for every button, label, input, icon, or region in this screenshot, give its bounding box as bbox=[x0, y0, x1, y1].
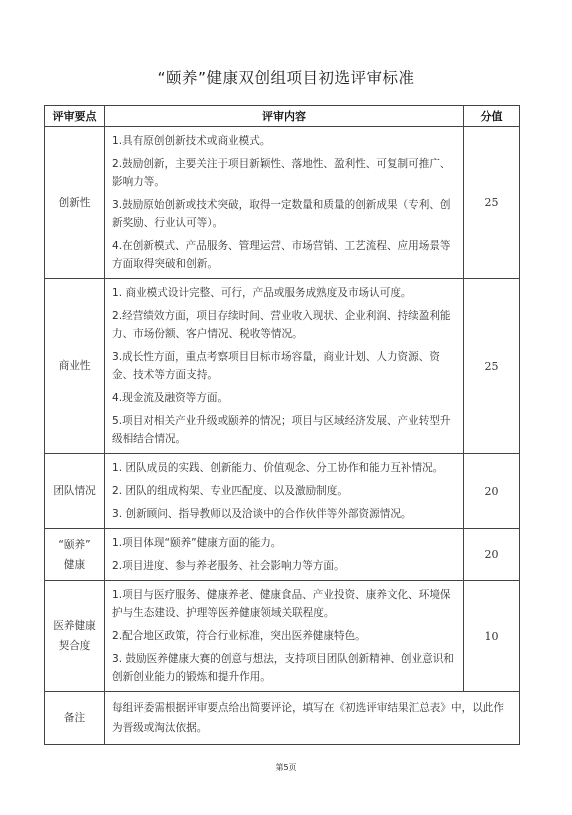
page-title: “颐养”健康双创组项目初选评审标准 bbox=[157, 69, 415, 87]
table-header-row bbox=[45, 106, 520, 127]
page-number: 第5页 bbox=[275, 763, 297, 772]
note-label: 备注 bbox=[45, 692, 105, 745]
criterion-item: 2. 团队的组成构架、专业匹配度、以及激励制度。 bbox=[112, 485, 348, 497]
criteria-table bbox=[44, 105, 520, 745]
criterion-item: 4.现金流及融资等方面。 bbox=[112, 392, 229, 404]
category-cell: 创新性 bbox=[45, 127, 105, 279]
category-line: 医养健康 bbox=[53, 620, 96, 632]
criterion-item: 3. 创新顾问、指导教师以及洽谈中的合作伙伴等外部资源情况。 bbox=[112, 508, 412, 520]
category-line: 契合度 bbox=[58, 640, 91, 652]
header-score: 分值 bbox=[464, 106, 520, 127]
criterion-item: 1.项目体现“颐养”健康方面的能力。 bbox=[112, 537, 282, 549]
header-category: 评审要点 bbox=[45, 106, 105, 127]
table-row-team bbox=[45, 454, 520, 529]
category-line: “颐养” bbox=[58, 538, 91, 551]
criterion-item: 1. 团队成员的实践、创新能力、价值观念、分工协作和能力互补情况。 bbox=[112, 462, 444, 474]
criterion-item: 5.项目对相关产业升级或颐养的情况；项目与区域经济发展、产业转型升级相结合情况。 bbox=[112, 415, 451, 445]
criterion-item: 1.项目与医疗服务、健康养老、健康食品、产业投资、康养文化、环境保护与生态建设、护理等医养健康领域关联程度。 bbox=[112, 589, 451, 619]
content-cell bbox=[105, 581, 464, 692]
criterion-item: 1. 商业模式设计完整、可行，产品或服务成熟度及市场认可度。 bbox=[112, 287, 412, 299]
note-text: 每组评委需根据评审要点给出简要评论，填写在《初选评审结果汇总表》中，以此作为晋级或淘汰依据。 bbox=[105, 692, 520, 745]
category-cell bbox=[45, 581, 105, 692]
criterion-item: 1.具有原创创新技术或商业模式。 bbox=[112, 135, 271, 147]
criterion-item: 2.经营绩效方面，项目存续时间、营业收入现状、企业利润、持续盈利能力、市场份额、客户情况、税收等情况。 bbox=[112, 310, 451, 340]
criterion-item: 2.鼓励创新，主要关注于项目新颖性、落地性、盈利性、可复制可推广、影响力等。 bbox=[112, 158, 451, 188]
score-cell: 20 bbox=[464, 454, 520, 529]
table-row-note bbox=[45, 692, 520, 745]
content-cell bbox=[105, 454, 464, 529]
category-line: 健康 bbox=[63, 558, 86, 571]
table-row-commercial bbox=[45, 279, 520, 454]
score-cell: 25 bbox=[464, 127, 520, 279]
criterion-item: 2.配合地区政策，符合行业标准，突出医养健康特色。 bbox=[112, 630, 366, 642]
content-cell bbox=[105, 127, 464, 279]
category-cell bbox=[45, 529, 105, 581]
header-content: 评审内容 bbox=[105, 106, 464, 127]
table-row-medical-fit bbox=[45, 581, 520, 692]
criterion-item: 3. 鼓励医养健康大赛的创意与想法，支持项目团队创新精神、创业意识和创新创业能力的锻炼和提升作用。 bbox=[112, 653, 454, 683]
score-cell: 20 bbox=[464, 529, 520, 581]
table-row-innovation bbox=[45, 127, 520, 279]
table-row-yiyang-health bbox=[45, 529, 520, 581]
score-cell: 10 bbox=[464, 581, 520, 692]
category-cell: 商业性 bbox=[45, 279, 105, 454]
criterion-item: 4.在创新模式、产品服务、管理运营、市场营销、工艺流程、应用场景等方面取得突破和创新。 bbox=[112, 240, 451, 270]
content-cell bbox=[105, 529, 464, 581]
criterion-item: 3.鼓励原始创新或技术突破，取得一定数量和质量的创新成果（专利、创新奖励、行业认可等）。 bbox=[112, 199, 451, 229]
criterion-item: 3.成长性方面，重点考察项目目标市场容量，商业计划、人力资源、资金、技术等方面支持。 bbox=[112, 351, 440, 381]
criterion-item: 2.项目进度、参与养老服务、社会影响力等方面。 bbox=[112, 560, 345, 572]
content-cell bbox=[105, 279, 464, 454]
score-cell: 25 bbox=[464, 279, 520, 454]
category-cell: 团队情况 bbox=[45, 454, 105, 529]
